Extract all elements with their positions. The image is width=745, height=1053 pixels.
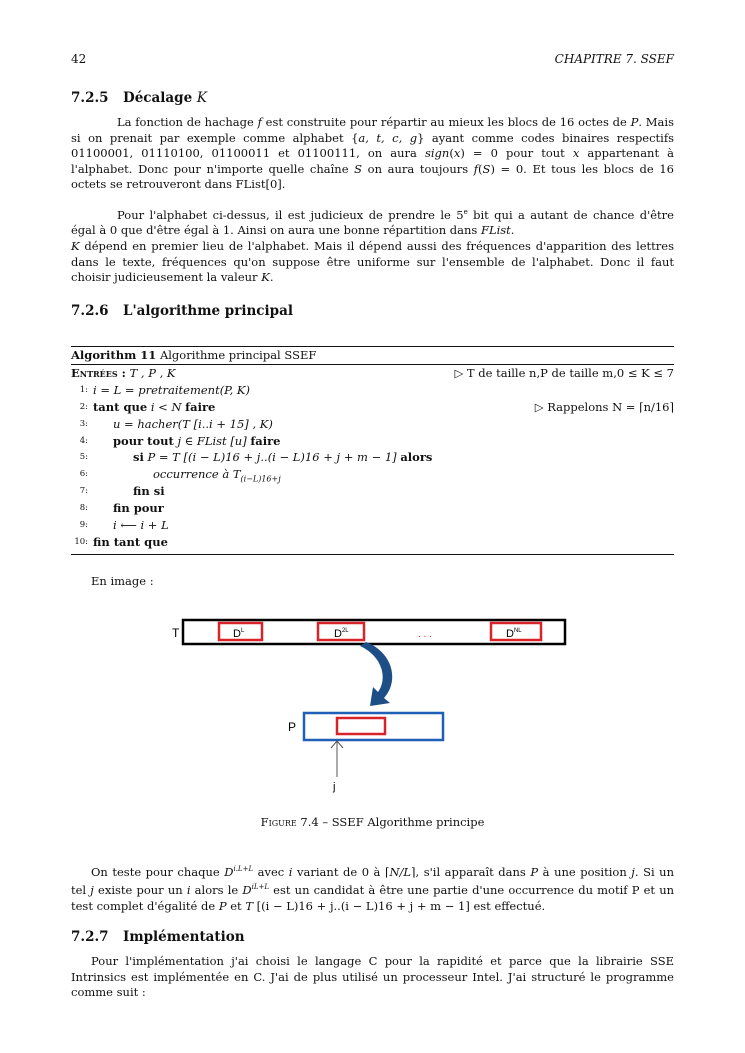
line-number: 1: — [79, 384, 88, 395]
line-number: 10: — [74, 536, 88, 547]
line-code: i ⟵ i + L — [113, 518, 169, 533]
algorithm-box — [71, 346, 674, 555]
line-code: tant que i < N faire — [93, 399, 216, 414]
algorithm-line — [71, 534, 674, 551]
figure-ssef — [0, 600, 745, 810]
algorithm-inputs-comment: ▷ T de taille n,P de taille m,0 ≤ K ≤ 7 — [454, 366, 674, 380]
section-number: 7.2.6 — [71, 303, 109, 319]
line-code: occurrence à $T_{(i-L)16+j}$ — [153, 467, 281, 484]
section-title: Implémentation — [123, 929, 245, 945]
section-title-var: K — [196, 90, 207, 106]
line-number: 2: — [79, 401, 88, 412]
figure-label-T: T — [172, 626, 180, 640]
line-number: 9: — [79, 520, 88, 531]
line-code: i = L = pretraitement(P, K) — [93, 382, 250, 397]
section-heading-7-2-5 — [71, 90, 207, 106]
algorithm-line — [71, 449, 674, 466]
algorithm-lines — [71, 382, 674, 551]
algorithm-line — [71, 500, 674, 517]
running-header: CHAPITRE 7. SSEF — [554, 52, 674, 66]
line-comment: ▷ Rappelons N = ⌈n/16⌉ — [534, 399, 674, 414]
line-code: fin pour — [113, 501, 164, 516]
algorithm-line — [71, 382, 674, 399]
pattern-window — [337, 718, 385, 734]
figure-caption: Figure 7.4 – SSEF Algorithme principe — [260, 815, 485, 829]
line-number: 7: — [79, 486, 88, 497]
section-heading-7-2-6 — [71, 303, 293, 319]
line-code: fin si — [133, 484, 165, 499]
paragraph-decalage-1: La fonction de hachage f est construite pour répartir au mieux les blocs de 16 octes de P. Mais si on prenait par exemple comme alphabet {a, t, c, g} ayant comme codes binaires respectifs 01100001, 01110100, 01100011 et 01100111, on aura sign(x) = 0 pour tout x appartenant à l'alphabet. Donc pour n'importe quelle chaîne S on aura toujours f(S) = 0. Et tous les blocs de 16 octets se retrouveront dans FList[0]. — [71, 115, 675, 192]
algorithm-title: Algorithm 11 Algorithme principal SSEF — [71, 348, 317, 362]
algorithm-inputs: Entrées : T , P , K ▷ T de taille n,P de taille m,0 ≤ K ≤ 7 — [71, 366, 674, 380]
paragraph-test: On teste pour chaque $D^{i.L+L}$ avec i variant de 0 à ⌈N/L⌉, s'il apparaît dans P à une position j. Si un tel j existe pour un i alors le $D^{iL+L}$ est un candidat à être une partie d'une occurrence du motif P et un test complet d'égalité de P et T [(i − L)16 + j..(i − L)16 + j + m − 1] est effectué. — [71, 864, 675, 913]
arrow-icon — [360, 642, 392, 706]
block-label-DNL: $D^{NL}$ — [506, 628, 522, 640]
block-label-D2L: $D^{2L}$ — [334, 628, 349, 640]
paragraph-implementation: Pour l'implémentation j'ai choisi le langage C pour la rapidité et parce que la librairie SSE Intrinsics est implémentée en C. J'ai de plus utilisé un processeur Intel. J'ai structuré le programme comme suit : — [71, 954, 674, 1000]
section-title: Décalage — [123, 90, 193, 106]
line-number: 3: — [79, 418, 88, 429]
algorithm-line — [71, 466, 674, 483]
line-number: 4: — [79, 435, 88, 446]
line-code: fin tant que — [93, 534, 168, 549]
section-number: 7.2.5 — [71, 90, 109, 106]
section-heading-7-2-7 — [71, 929, 245, 945]
line-code: si P = T [(i − L)16 + j..(i − L)16 + j + m − 1] alors — [133, 450, 433, 465]
page-number: 42 — [71, 52, 87, 66]
section-title: L'algorithme principal — [123, 303, 293, 319]
section-number: 7.2.7 — [71, 929, 109, 945]
figure-label-P: P — [288, 720, 297, 734]
en-image-label: En image : — [91, 574, 154, 588]
line-code: u = hacher(T [i..i + 15] , K) — [113, 416, 273, 431]
algorithm-line — [71, 483, 674, 500]
line-number: 5: — [79, 452, 88, 463]
figure-svg — [0, 600, 745, 810]
ellipsis: . . . — [418, 629, 432, 640]
line-number: 8: — [79, 503, 88, 514]
block-label-DL: $D^L$ — [233, 628, 245, 640]
algorithm-line — [71, 416, 674, 433]
line-code: pour tout j ∈ FList [u] faire — [113, 433, 281, 448]
line-number: 6: — [79, 469, 88, 480]
algorithm-line — [71, 399, 674, 416]
algorithm-line — [71, 517, 674, 534]
paragraph-decalage-2: Pour l'alphabet ci-dessus, il est judicieux de prendre le 5e bit qui a autant de chance d'être égal à 0 que d'être égal à 1. Ainsi on aura une bonne répartition dans FList. K dépend en premier lieu de l'alphabet. Mais il dépend aussi des fréquences d'apparition des lettres dans le texte, fréquences qu'on suppose être uniforme sur l'ensemble de l'alphabet. Donc il faut choisir judicieusement la valeur K. — [71, 207, 674, 285]
algorithm-line — [71, 433, 674, 450]
figure-label-j: j — [333, 781, 336, 793]
